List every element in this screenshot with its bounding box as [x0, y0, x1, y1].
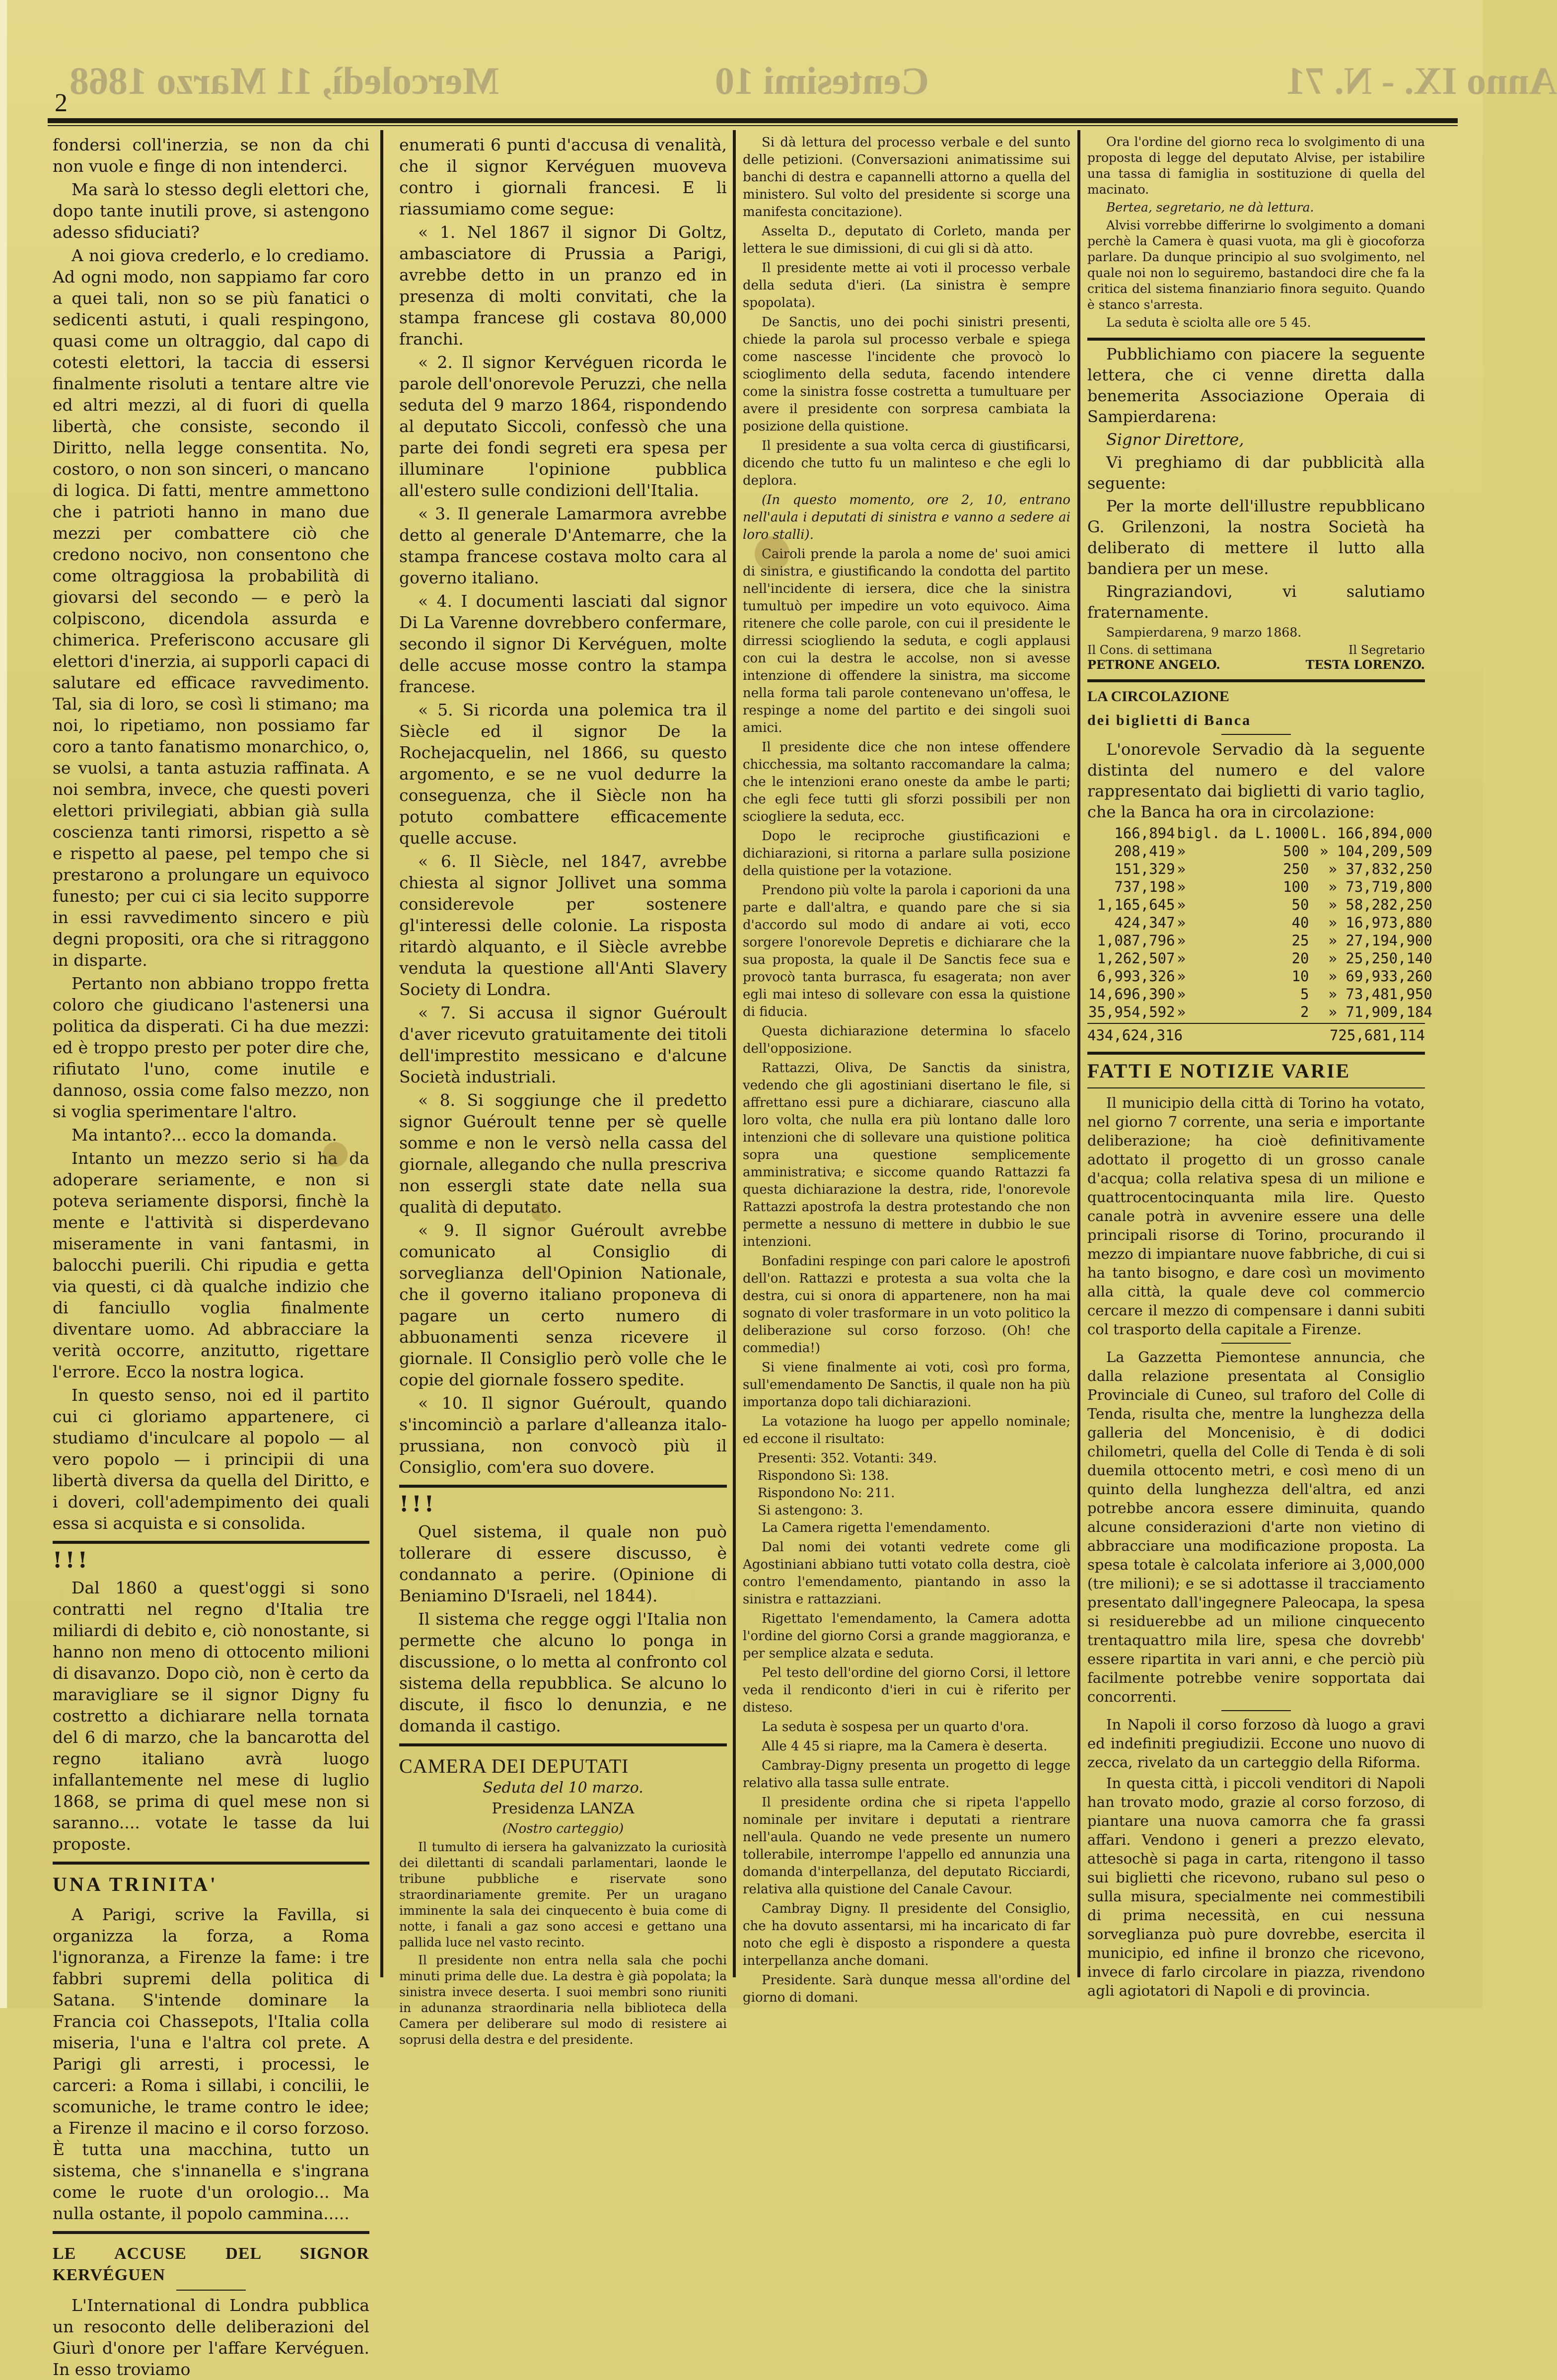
column-2	[399, 134, 727, 2047]
column-rule-1	[380, 130, 383, 1977]
page-number: 2	[55, 89, 68, 117]
paragraph: Dal nomi dei votanti vedrete come gli Agostiniani abbiano tutti votato colla destra, cioè contro l'emendamento, piantando in asso la sinistra e rattazziani.	[743, 1540, 1070, 1607]
signature-title-left: Il Cons. di settimana	[1087, 643, 1212, 657]
column-4	[1087, 134, 1432, 1999]
top-rule	[48, 118, 1458, 123]
banknote-count: 737,198	[1114, 878, 1175, 895]
banknote-value: » 27,194,900	[1328, 932, 1432, 949]
paragraph: Il presidente ordina che si ripeta l'appello nominale per invitare i deputati a rientrare nell'aula. Quando ne vede presente un numero tollerabile, interrompe l'appello ed annunzia una domanda d'interpellanza, del deputato Ricciardi, relativa alla quistione del Canale Cavour.	[743, 1795, 1070, 1897]
banknote-count: 424,347	[1114, 914, 1175, 931]
ink-stain	[755, 536, 789, 571]
paragraph: Pertanto non abbiano troppo fretta coloro che giudicano l'astenersi una politica da disperati. Ci ha due mezzi: ed è troppo presto per poter dire che, rifiutato l'uno, come inutile e dannoso, ossia come falso mezzo, non si voglia sperimentare l'altro.	[53, 974, 369, 1121]
column-3	[743, 134, 1070, 2005]
banknote-value: » 71,909,184	[1328, 1004, 1432, 1020]
paragraph: Cambray-Digny presenta un progetto di legge relativo alla tassa sulle entrate.	[743, 1758, 1070, 1791]
accusation-item: « 2. Il signor Kervéguen ricorda le parole dell'onorevole Peruzzi, che nella seduta del 9 marzo 1864, rispondendo al deputato Siccoli, confessò che una parte dei fondi segreti era spesa per illuminare l'opinione pubblica all'estero sulle condizioni dell'Italia.	[399, 353, 727, 500]
banknote-unit: »	[1177, 878, 1186, 895]
signature-name-right: TESTA LORENZO.	[1305, 657, 1425, 672]
paragraph: Dal 1860 a quest'oggi si sono contratti nel regno d'Italia tre miliardi di debito e, ciò nonostante, si hanno non meno di ottocento milioni di disavanzo. Dopo ciò, non è certo da maravigliare se il signor Digny fu costretto a dichiarare nella tornata del 6 di marzo, che la bancarotta del regno italiano avrà luogo infallantemente nel mese di luglio 1868, se prima di quel mese non si saranno.... votate le tasse da lui proposte.	[53, 1578, 369, 1854]
article-title-fatti: FATTI E NOTIZIE VARIE	[1087, 1060, 1351, 1082]
accusation-item: « 4. I documenti lasciati dal signor Di La Varenne dovrebbero confermare, secondo il signor Di Kervéguen, molte delle accuse mosse contro la stampa francese.	[399, 591, 727, 696]
paragraph: La votazione ha luogo per appello nominale; ed eccone il risultato:	[743, 1414, 1070, 1446]
banknote-denom: 10	[1291, 968, 1309, 985]
signature-title-right: Il Segretario	[1348, 643, 1425, 657]
header-date: Mercoledì, 11 Marzo 1868	[70, 59, 499, 102]
banknote-row	[1087, 878, 1433, 896]
paragraph: (In questo momento, ore 2, 10, entrano nell'aula i deputati di sinistra e vanno a sedere ai loro stalli).	[743, 493, 1070, 542]
banknote-row	[1087, 896, 1433, 914]
banknote-value: » 25,250,140	[1328, 950, 1432, 967]
banknote-value: » 73,481,950	[1328, 986, 1432, 1003]
banknote-row	[1087, 824, 1433, 842]
banknote-denom: 50	[1291, 896, 1309, 913]
paragraph: La Gazzetta Piemontese annuncia, che dalla relazione presentata al Consiglio Provinciale di Cuneo, sul traforo del Colle di Tenda, risulta che, mentre la lunghezza della galleria del Moncenisio, è di dodici chilometri, quella del Colle di Tenda è di soli duemila ottocento metri, e così meno di un quinto della lunghezza dell'altra, ed anzi potrebbe ancora essere diminuita, quando alcune considerazioni d'arte non vietino di abbracciare una modificazione proposta. La spesa totale è calcolata inferiore ai 3,000,000 (tre milioni); e se si adottasse il tracciamento presentato dall'ingegnere Paleocapa, la spesa si residuerebbe ad un milione cinquecento trentaquattro mila lire, spesa che dovrebb' essere ripartita in vari anni, e che perciò più facilmente potrebbe venire sopportata dai concorrenti.	[1087, 1349, 1425, 1705]
top-rule-thin	[48, 125, 1458, 126]
banknote-denom: 40	[1291, 914, 1309, 931]
paragraph: Dopo le reciproche giustificazioni e dichiarazioni, si ritorna a parlare sulla posizione della quistione per la votazione.	[743, 829, 1070, 878]
banknote-unit: »	[1177, 932, 1186, 949]
banknote-count: 208,419	[1114, 843, 1175, 860]
paragraph: Il presidente mette ai voti il processo verbale della seduta d'ieri. (La sinistra è sempre spopolata).	[743, 261, 1070, 310]
paragraph: Per la morte dell'illustre repubblicano G. Grilenzoni, la nostra Società ha deliberato di mettere il lutto alla bandiera per un mese.	[1087, 497, 1425, 578]
carteggio: (Nostro carteggio)	[502, 1821, 624, 1836]
section-separator	[1087, 679, 1425, 682]
accusation-item: « 5. Si ricorda una polemica tra il Siècle ed il signor De la Rochejacquelin, nel 1866, su questo argomento, e se ne vuol dedurre la conseguenza, che il Siècle non ha potuto combattere efficacemente quelle accuse.	[399, 700, 727, 848]
banknote-count: 1,087,796	[1097, 932, 1175, 949]
paragraph: Si viene finalmente ai voti, così pro forma, sull'emendamento De Sanctis, il quale non ha più importanza dopo tali dichiarazioni.	[743, 1360, 1070, 1410]
signature-name-left: PETRONE ANGELO.	[1087, 657, 1220, 672]
paragraph: In questa città, i piccoli venditori di Napoli han trovato modo, grazie al corso forzoso, di piantare una nuova camorra che fa grassi affari. Vendono i generi a prezzo elevato, attesochè si paga in carta, ritengono il tasso sui biglietti che ricevono, rubano sul peso o sulla misura, specialmente nei commestibili di prima necessità, en cui nessuna sorveglianza può pure dovrebbe, esercita il municipio, ed infine il bronzo che ricevono, invece di farlo circolare in piazza, rivendono agli agiotatori di Napoli e di provincia.	[1087, 1775, 1425, 1999]
presidenza: Presidenza LANZA	[492, 1800, 635, 1817]
accusation-item: « 6. Il Siècle, nel 1847, avrebbe chiesta al signor Jollivet una somma considerevole per sostenere gl'interessi delle colonie. La risposta ritardò alquanto, e il Siècle avrebbe venduta la questione all'Anti Slavery Society di Londra.	[399, 852, 727, 999]
banknote-value: » 37,832,250	[1328, 861, 1432, 877]
paragraph: fondersi coll'inerzia, se non da chi non vuole e finge di non intenderci.	[53, 135, 369, 176]
section-separator	[53, 1541, 369, 1544]
banknote-denom: 2	[1300, 1004, 1309, 1020]
banknote-denom: 5	[1300, 986, 1309, 1003]
article-title-accuse: LE ACCUSE DEL SIGNOR KERVÉGUEN	[53, 2244, 369, 2284]
banknote-table	[1087, 824, 1433, 1021]
article-title-camera: CAMERA DEI DEPUTATI	[399, 1755, 629, 1777]
ink-stain	[531, 1202, 551, 1222]
banknote-unit: »	[1177, 861, 1186, 877]
paragraph: Ma intanto?... ecco la domanda.	[71, 1125, 337, 1145]
banknote-row	[1087, 985, 1433, 1003]
short-rule	[1221, 1343, 1291, 1344]
section-separator	[1087, 338, 1425, 341]
banknote-total	[1087, 1023, 1425, 1045]
paragraph: Il tumulto di iersera ha galvanizzato la curiosità dei dilettanti di scandali parlamentari, laonde le tribune pubbliche e riservate sono straordinariamente gremite. Per un uragano imminente la sala dei cinquecento è buia come di notte, i fanali a gaz sono accesi e gettano una pallida luce nel vasto recinto.	[399, 1840, 727, 1949]
accusation-item: « 7. Si accusa il signor Guéroult d'aver ricevuto gratuitamente dei titoli dell'imprestito messicano e d'alcune Società industriali.	[399, 1003, 727, 1086]
accusation-item: « 10. Il signor Guéroult, quando s'incominciò a parlare d'alleanza italo-prussiana, non convocò più il Consiglio, com'era suo dovere.	[399, 1393, 727, 1477]
header-price: Centesimi 10	[715, 59, 929, 102]
column-rule-2	[733, 130, 736, 1977]
paragraph: Il municipio della città di Torino ha votato, nel giorno 7 corrente, una seria e importante deliberazione; ha cioè definitivamente adottato il progetto di un grosso canale d'acqua; colla relativa spesa di un milione e quattrocentocinquanta mila lire. Questo canale potrà in avvenire essere una delle principali risorse di Torino, procurando il mezzo di impiantare nuove fabbriche, di cui si ha tanto bisogno, e dare così un movimento alla città, la quale deve col commercio cercare il mezzo di compensare i danni subiti col trasporto della capitale a Firenze.	[1087, 1094, 1425, 1338]
vote-line: Rispondono No: 211.	[758, 1486, 895, 1501]
paragraph: La seduta è sciolta alle ore 5 45.	[1106, 315, 1311, 330]
paragraph: Il presidente a sua volta cerca di giustificarsi, dicendo che tutto fu un malinteso e che egli lo deplora.	[743, 438, 1070, 488]
banknote-value: » 58,282,250	[1328, 896, 1432, 913]
signature-titles	[1087, 643, 1425, 657]
banknote-unit: »	[1177, 950, 1186, 967]
banknote-denom: 250	[1283, 861, 1309, 877]
paragraph: Cambray Digny. Il presidente del Consiglio, che ha dovuto assentarsi, mi ha incaricato di far noto che egli è disposto a rispondere a questa interpellanza anche domani.	[743, 1901, 1070, 1968]
section-separator	[399, 1743, 727, 1746]
paragraph: Pel testo dell'ordine del giorno Corsi, il lettore veda il rendiconto d'ieri in cui è riferito per disteso.	[743, 1665, 1070, 1715]
paragraph: Bertea, segretario, ne dà lettura.	[1106, 200, 1314, 215]
paragraph: De Sanctis, uno dei pochi sinistri presenti, chiede la parola sul processo verbale e spiega come nascesse l'incidente che provocò lo scioglimento della seduta, facendo intendere come la sinistra fosse costretta a tumultuare per avere il presidente con sorpresa cambiata la posizione della quistione.	[743, 315, 1070, 434]
banknote-row	[1087, 967, 1433, 985]
section-separator	[53, 1862, 369, 1865]
banknote-count: 166,894	[1114, 825, 1175, 842]
banknote-row	[1087, 1003, 1433, 1021]
banknote-value: » 69,933,260	[1328, 968, 1432, 985]
banknote-row	[1087, 932, 1433, 949]
vote-results	[743, 1450, 1070, 1519]
paragraph: Pubblichiamo con piacere la seguente lettera, che ci venne diretta dalla benemerita Associazione Operaia di Sampierdarena:	[1087, 345, 1425, 426]
paragraph: In Napoli il corso forzoso dà luogo a gravi ed indefiniti pregiudizii. Eccone uno nuovo di zecca, rivelato da un carteggio della Riforma.	[1087, 1716, 1425, 1771]
ink-stain	[323, 1142, 348, 1167]
paragraph: La seduta è sospesa per un quarto d'ora.	[762, 1720, 1029, 1734]
thin-rule	[1087, 1087, 1425, 1088]
accusation-item: « 1. Nel 1867 il signor Di Goltz, ambasciatore di Prussia a Parigi, avrebbe detto in un pranzo ed in presenza di molti convitati, che la stampa francese gli costava 80,000 franchi.	[399, 222, 727, 349]
paragraph: Quel sistema, il quale non può tollerare di essere discusso, è condannato a perire. (Opinione di Beniamino D'Israeli, nel 1844).	[399, 1522, 727, 1605]
banknote-count: 35,954,592	[1088, 1004, 1175, 1020]
banknote-value: L. 166,894,000	[1311, 825, 1432, 842]
column-1	[53, 134, 369, 2379]
section-separator	[1087, 1052, 1425, 1055]
banknote-value: » 16,973,880	[1328, 914, 1432, 931]
banknote-denom: 1000	[1274, 825, 1309, 842]
header-anno: Anno IX. - N. 71	[1286, 59, 1557, 102]
paragraph: Il sistema che regge oggi l'Italia non permette che alcuno lo ponga in discussione, o lo metta al confronto col sistema della repubblica. Se alcuno lo discute, il fisco lo denunzia, e ne domanda il castigo.	[399, 1609, 727, 1735]
banknote-count: 1,262,507	[1097, 950, 1175, 967]
paragraph: Il presidente dice che non intese offendere chicchessia, ma soltanto raccomandare la calma; che le intenzioni erano oneste da ambe le parti; che egli fece tutti gli sforzi possibili per non sciogliere la seduta, ecc.	[743, 740, 1070, 824]
paragraph: L'onorevole Servadio dà la seguente distinta del numero e del valore rappresentato dai biglietti di vario taglio, che la Banca ha ora in circolazione:	[1087, 740, 1425, 821]
article-title-trinita: UNA TRINITA'	[53, 1873, 218, 1895]
article-subtitle-circolazione: dei biglietti di Banca	[1087, 712, 1252, 728]
paragraph: In questo senso, noi ed il partito cui ci gloriamo appartenere, ci studiamo d'inculcare al popolo — al vero popolo — i principii di una libertà diversa da quella del Diritto, e i doveri, coll'adempimento dei quali essa si acquista e si consolida.	[53, 1385, 369, 1533]
paragraph: Cairoli prende la parola a nome de' suoi amici di sinistra, e giustificando la condotta del partito nell'incidente di iersera, dice che la sinistra tumultuò per impedire un voto equivoco. Aima ritenere che colle parole, con cui il presidente le dirressi sciogliendo la seduta, e cogli applausi con cui la destra le accolse, non si avesse intenzione di offendere la sinistra, ma siccome nella forma tali parole contenevano un'offesa, le respinge a nome del partito e dei singoli suoi amici.	[743, 547, 1070, 735]
vote-line: Si astengono: 3.	[758, 1503, 863, 1518]
accusation-item: « 8. Si soggiunge che il predetto signor Guéroult tenne per sè quelle somme e non le versò nella cassa del giornale, allegando che nulla prescriva non essergli state date nella sua qualità di deputato.	[399, 1090, 727, 1217]
paragraph: Il presidente non entra nella sala che pochi minuti prima delle due. La destra è già popolata; la sinistra invece deserta. I suoi membri sono riuniti in adunanza straordinaria nella biblioteca della Camera per deliberare sul modo di resistere ai soprusi della destra e del presidente.	[399, 1953, 727, 2047]
paragraph: Ma sarà lo stesso degli elettori che, dopo tante inutili prove, si astengono adesso sfiduciati?	[53, 180, 369, 242]
banknote-denom: 20	[1291, 950, 1309, 967]
banknote-value: » 104,209,509	[1319, 843, 1432, 860]
banknote-denom: 500	[1283, 843, 1309, 860]
banknote-unit: »	[1177, 1004, 1186, 1020]
section-separator	[399, 1485, 727, 1488]
letter-date: Sampierdarena, 9 marzo 1868.	[1106, 625, 1302, 640]
banknote-unit: »	[1177, 986, 1186, 1003]
masthead-bleedthrough	[55, 59, 1557, 103]
short-rule	[176, 2290, 246, 2291]
banknote-count: 151,329	[1114, 861, 1175, 877]
paragraph: Rattazzi, Oliva, De Sanctis da sinistra, vedendo che gli agostiniani disertano le file, si affrettano essi pure a dichiarare, ciascuno alla loro volta, che nulla era più lontano dalle loro intenzioni che di sollevare una quistione politica sopra una questione semplicemente amministrativa; e siccome quando Rattazzi fa questa dichiarazione la destra, ride, l'onorevole Rattazzi apostrofa la destra protestando che non permette a nessuno di mettere in dubbio le sue intenzioni.	[743, 1061, 1070, 1249]
paragraph: Ringraziandovi, vi salutiamo fraternamente.	[1087, 582, 1425, 622]
accusation-item: « 9. Il signor Guéroult avrebbe comunicato al Consiglio di sorveglianza dell'Opinion Nationale, che il governo italiano proponeva di pagare un certo numero di abbuonamenti senza ricevere il giornale. Il Consiglio però volle che le copie del giornale fossero spedite.	[399, 1221, 727, 1389]
paragraph: Prendono più volte la parola i caporioni da una parte e dall'altra, e quando pare che si sia d'accordo sul modo di andare ai voti, ecco sorgere l'onorevole Depretis e dichiarare che la sua proposta, la quale il De Sanctis fece sua e provocò tanta burrasca, fu esagerata; non aver egli mai inteso di sollevare con essa la quistione di fiducia.	[743, 883, 1070, 1019]
banknote-row	[1087, 842, 1433, 860]
banknote-unit: »	[1177, 968, 1186, 985]
banknote-count: 6,993,326	[1097, 968, 1175, 985]
banknote-denom: 100	[1283, 878, 1309, 895]
seduta-date: Seduta del 10 marzo.	[483, 1779, 643, 1797]
paragraph: Si dà lettura del processo verbale e del sunto delle petizioni. (Conversazioni animatissime sui banchi di destra e capannelli attorno a quella del ministero. Sul volto del presidente si scorge una manifesta concitazione).	[743, 135, 1070, 219]
banknote-count: 14,696,390	[1088, 986, 1175, 1003]
paragraph: La Camera rigetta l'emendamento.	[762, 1520, 991, 1535]
signature-names	[1087, 657, 1425, 672]
paragraph: Alvisi vorrebbe differirne lo svolgimento a domani perchè la Camera è quasi vuota, ma gli è giocoforza parlare. Da dunque principio al suo svolgimento, nel quale noi non lo seguiremo, bastandoci dire che fa la critica del sistema finanziario finora seguito. Quando è stanco s'arresta.	[1087, 218, 1425, 312]
banknote-row	[1087, 860, 1433, 878]
paragraph: Vi preghiamo di dar pubblicità alla seguente:	[1087, 453, 1425, 493]
exclamation-heading: !!!	[399, 1492, 437, 1517]
banknote-unit: »	[1177, 843, 1186, 860]
letter-salutation: Signor Direttore,	[1106, 430, 1244, 449]
banknote-count: 1,165,645	[1097, 896, 1175, 913]
banknote-unit: bigl. da L.	[1177, 825, 1273, 842]
paragraph: L'International di Londra pubblica un resoconto delle deliberazioni del Giurì d'onore per l'affare Kervéguen. In esso troviamo	[53, 2296, 369, 2379]
short-rule	[1221, 1710, 1291, 1711]
banknote-row	[1087, 914, 1433, 932]
banknote-denom: 25	[1291, 932, 1309, 949]
paragraph: Intanto un mezzo serio si ha da adoperare seriamente, e non si poteva seriamente disporsi, finchè la mente e l'attività si disperdevano miseramente in vani fantasmi, in balocchi puerili. Chi ripudia e getta via questi, ci dà qualche indizio che di fanciullo voglia finalmente diventare uomo. Ad abbracciare la verità occorre, anzitutto, rigettare l'errore. Ecco la nostra logica.	[53, 1149, 369, 1381]
banknote-unit: »	[1177, 896, 1186, 913]
paragraph: A Parigi, scrive la Favilla, si organizza la forza, a Roma l'ignoranza, a Firenze la fame: i tre fabbri supremi della politica di Satana. S'intende dominare la Francia coi Chassepots, l'Italia colla miseria, l'una e l'altra col prete. A Parigi gli arresti, i processi, le carceri: a Roma i sillabi, i concilii, le scomuniche, le trame contro le idee; a Firenze il macino e il corso forzoso. È tutta una macchina, tutto un sistema, che s'innanella e s'ingrana come le ruote d'un orologio... Ma nulla ostante, il popolo cammina.....	[53, 1905, 369, 2223]
paragraph: Presidente. Sarà dunque messa all'ordine del giorno di domani.	[743, 1973, 1070, 2005]
vote-line: Rispondono Sì: 138.	[758, 1468, 889, 1483]
paragraph: Bonfadini respinge con pari calore le apostrofi dell'on. Rattazzi e protesta a sua volta che la destra, cui si onora di appartenere, non ha mai sognato di voler trasformare in un voto politico la deliberazione sul corso forzoso. (Oh! che commedia!)	[743, 1254, 1070, 1356]
vote-line: Presenti: 352. Votanti: 349.	[758, 1451, 937, 1466]
total-count: 434,624,316	[1087, 1027, 1183, 1044]
section-separator	[53, 2231, 369, 2234]
banknote-unit: »	[1177, 914, 1186, 931]
article-title-circolazione: LA CIRCOLAZIONE	[1087, 688, 1229, 705]
exclamation-heading: !!!	[53, 1548, 90, 1573]
paper-edge	[0, 0, 7, 2008]
paragraph: Rigettato l'emendamento, la Camera adotta l'ordine del giorno Corsi a grande maggioranza, e per semplice alzata e seduta.	[743, 1611, 1070, 1661]
paragraph: enumerati 6 punti d'accusa di venalità, che il signor Kervéguen muoveva contro i giornali francesi. E li riassumiamo come segue:	[399, 135, 727, 218]
total-value: 725,681,114	[1329, 1027, 1425, 1044]
short-rule	[1221, 734, 1291, 735]
column-rule-3	[1077, 130, 1080, 1977]
paragraph: Ora l'ordine del giorno reca lo svolgimento di una proposta di legge del deputato Alvise, per istabilire una tassa di famiglia in sostituzione di quella del macinato.	[1087, 135, 1425, 197]
paragraph: Questa dichiarazione determina lo sfacelo dell'opposizione.	[743, 1024, 1070, 1056]
banknote-value: » 73,719,800	[1328, 878, 1432, 895]
banknote-row	[1087, 949, 1433, 967]
paragraph: A noi giova crederlo, e lo crediamo. Ad ogni modo, non sappiamo far coro a quei tali, non so se più fanatici o sedicenti astuti, i quali respingono, quasi come un oltraggio, dal capo di cotesti elettori, la taccia di essersi finalmente risoluti a tentare altre vie ed altri mezzi, al di fuori di quella libertà, che consiste, secondo il Diritto, nella legge consentita. No, costoro, o non son sinceri, o mancano di logica. Di fatti, mentre ammettono che i patrioti hanno in mano due mezzi per combattere ciò che credono nocivo, non consentono che come oltraggiosa la probabilità di giovarsi del secondo — e però la colpiscono, dicendola assurda e chimerica. Preferiscono accusare gli elettori d'inerzia, ai supporli capaci di salutare ed efficace ravvedimento. Tal, sia di loro, se così li stimano; ma noi, lo ripetiamo, non possiamo far coro a tanto fanatismo monarchico, o, se vuolsi, a tanta astuzia raffinata. A noi sembra, invece, che questi poveri elettori privilegiati, abbian già sulla coscienza tanti rimorsi, rispetto a sè e rispetto al paese, pel tempo che si prestarono a prolungare un equivoco funesto; per cui ci sia lecito supporre in essi ravvedimento sincero e più degni propositi, ora che si ritraggono in disparte.	[53, 246, 369, 970]
paragraph: Alle 4 45 si riapre, ma la Camera è deserta.	[762, 1739, 1048, 1754]
paragraph: Asselta D., deputato di Corleto, manda per lettera le sue dimissioni, di cui gli si dà atto.	[743, 224, 1070, 256]
accusation-item: « 3. Il generale Lamarmora avrebbe detto al generale D'Antemarre, che la stampa francese costava molto cara al governo italiano.	[399, 504, 727, 587]
